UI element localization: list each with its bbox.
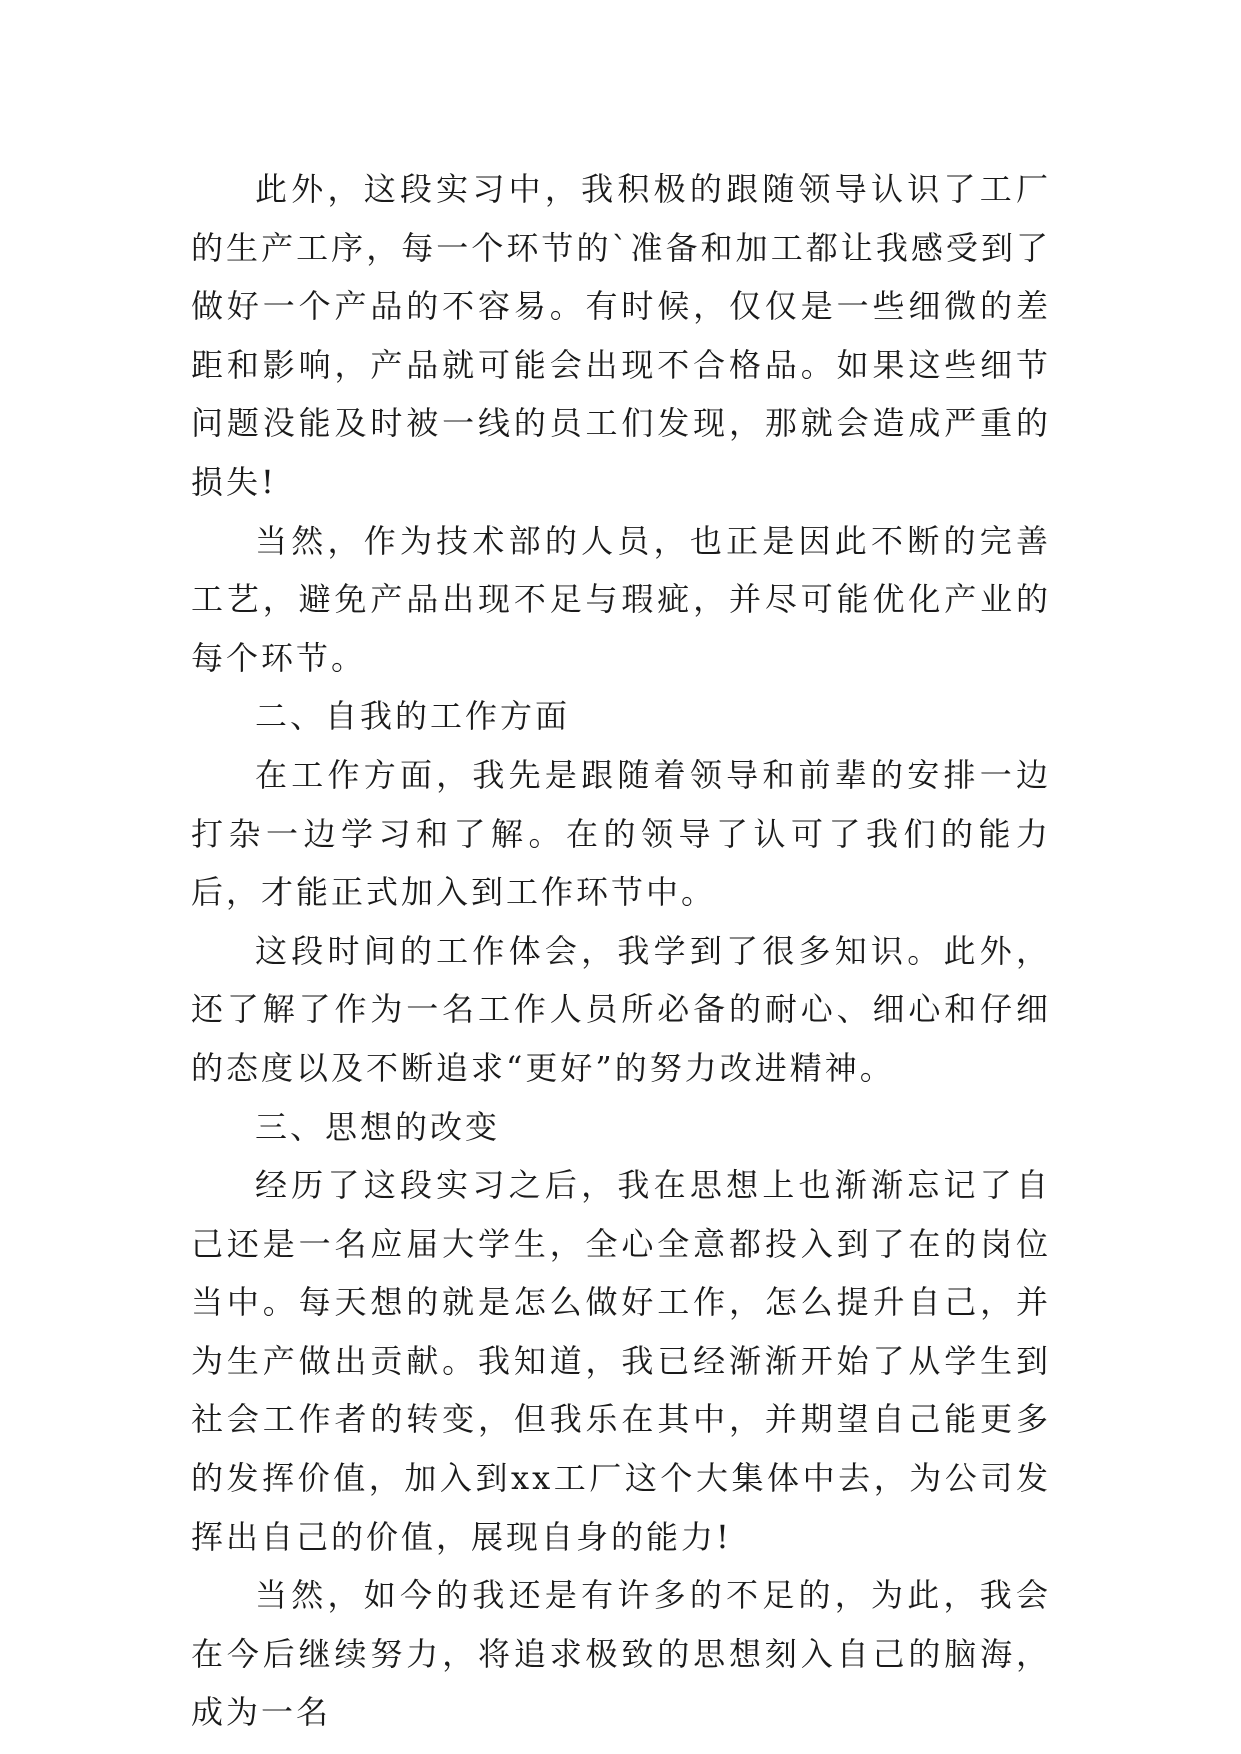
paragraph-factory-process: 此外，这段实习中，我积极的跟随领导认识了工厂的生产工序，每一个环节的`准备和加工都让我感受到了做好一个产品的不容易。有时候，仅仅是一些细微的差距和影响，产品就可能会出现不合格品。如果这些细节问题没能及时被一线的员工们发现，那就会造成严重的损失! [191,170,1051,501]
paragraph-work-aspect: 在工作方面，我先是跟随着领导和前辈的安排一边打杂一边学习和了解。在的领导了认可了我们的能力后，才能正式加入到工作环节中。 [191,755,1051,912]
section-heading-thinking: 三、思想的改变 [255,1107,501,1146]
paragraph-technical-department: 当然，作为技术部的人员，也正是因此不断的完善工艺，避免产品出现不足与瑕疵，并尽可能优化产业的每个环节。 [191,521,1051,677]
section-heading-work: 二、自我的工作方面 [255,697,571,736]
paragraph-future-effort: 当然，如今的我还是有许多的不足的，为此，我会在今后继续努力，将追求极致的思想刻入自己的脑海，成为一名 [191,1576,1051,1732]
paragraph-thinking-change: 经历了这段实习之后，我在思想上也渐渐忘记了自己还是一名应届大学生，全心全意都投入到了在的岗位当中。每天想的就是怎么做好工作，怎么提升自己，并为生产做出贡献。我知道，我已经渐渐开始了从学生到社会工作者的转变，但我乐在其中，并期望自己能更多的发挥价值，加入到xx工厂这个大集体中去，为公司发挥出自己的价值，展现自身的能力! [191,1166,1051,1556]
paragraph-work-experience: 这段时间的工作体会，我学到了很多知识。此外，还了解了作为一名工作人员所必备的耐心、细心和仔细的态度以及不断追求“更好”的努力改进精神。 [191,931,1051,1087]
document-body [191,160,1051,1742]
